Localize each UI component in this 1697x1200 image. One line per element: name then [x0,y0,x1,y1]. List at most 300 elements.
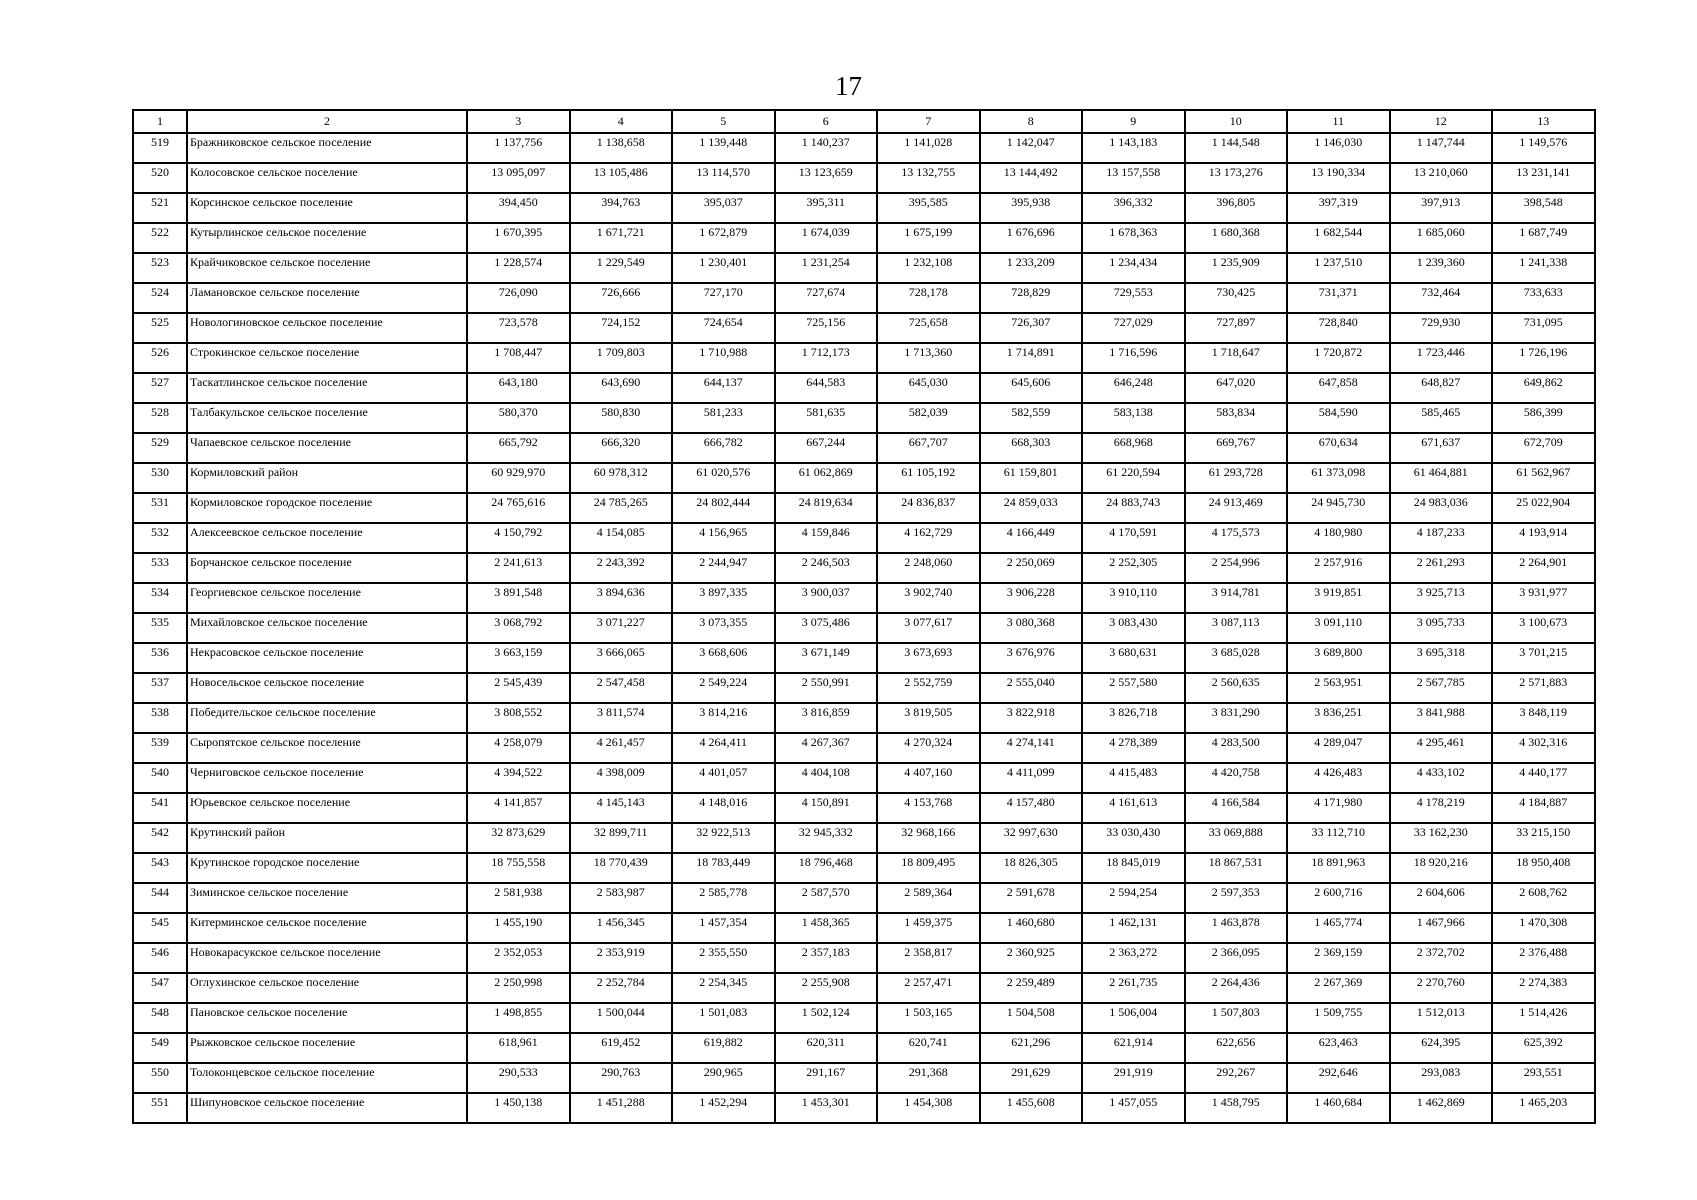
value-cell: 2 587,570 [775,883,878,913]
settlement-name-cell: Колосовское сельское поселение [187,163,467,193]
value-cell: 667,707 [877,433,980,463]
value-cell: 33 030,430 [1082,823,1185,853]
settlement-name-cell: Пановское сельское поселение [187,1003,467,1033]
value-cell: 644,137 [672,373,775,403]
value-cell: 2 259,489 [980,973,1083,1003]
row-number-cell: 545 [133,913,187,943]
value-cell: 2 252,784 [570,973,673,1003]
value-cell: 1 459,375 [877,913,980,943]
column-header: 6 [775,110,878,133]
table-row [133,283,1595,313]
value-cell: 670,634 [1287,433,1390,463]
value-cell: 4 407,160 [877,763,980,793]
value-cell: 1 723,446 [1390,343,1493,373]
value-cell: 13 144,492 [980,163,1083,193]
value-cell: 2 600,716 [1287,883,1390,913]
column-header: 9 [1082,110,1185,133]
value-cell: 3 068,792 [467,613,570,643]
value-cell: 3 826,718 [1082,703,1185,733]
value-cell: 2 547,458 [570,673,673,703]
settlement-name-cell: Сыропятское сельское поселение [187,733,467,763]
value-cell: 2 250,998 [467,973,570,1003]
value-cell: 3 689,800 [1287,643,1390,673]
value-cell: 24 819,634 [775,493,878,523]
table-row [133,433,1595,463]
table-row [133,613,1595,643]
value-cell: 2 355,550 [672,943,775,973]
value-cell: 727,029 [1082,313,1185,343]
settlement-name-cell: Георгиевское сельское поселение [187,583,467,613]
value-cell: 1 458,795 [1185,1093,1288,1123]
table-row [133,373,1595,403]
value-cell: 1 726,196 [1492,343,1595,373]
value-cell: 1 241,338 [1492,253,1595,283]
value-cell: 33 162,230 [1390,823,1493,853]
value-cell: 18 783,449 [672,853,775,883]
value-cell: 32 968,166 [877,823,980,853]
value-cell: 665,792 [467,433,570,463]
value-cell: 1 720,872 [1287,343,1390,373]
table-row [133,313,1595,343]
value-cell: 1 234,434 [1082,253,1185,283]
table-row [133,403,1595,433]
table-row [133,793,1595,823]
value-cell: 2 270,760 [1390,973,1493,1003]
table-row [133,1093,1595,1123]
settlement-name-cell: Победительское сельское поселение [187,703,467,733]
value-cell: 18 891,963 [1287,853,1390,883]
settlement-name-cell: Новологиновское сельское поселение [187,313,467,343]
value-cell: 4 156,965 [672,523,775,553]
value-cell: 4 184,887 [1492,793,1595,823]
value-cell: 1 504,508 [980,1003,1083,1033]
column-header: 8 [980,110,1083,133]
value-cell: 1 233,209 [980,253,1083,283]
value-cell: 1 507,803 [1185,1003,1288,1033]
value-cell: 3 906,228 [980,583,1083,613]
value-cell: 4 180,980 [1287,523,1390,553]
value-cell: 4 270,324 [877,733,980,763]
data-table [132,109,1596,1124]
value-cell: 2 250,069 [980,553,1083,583]
value-cell: 1 455,190 [467,913,570,943]
row-number-cell: 526 [133,343,187,373]
value-cell: 18 809,495 [877,853,980,883]
value-cell: 61 020,576 [672,463,775,493]
table-row [133,943,1595,973]
value-cell: 2 366,095 [1185,943,1288,973]
value-cell: 396,805 [1185,193,1288,223]
value-cell: 3 087,113 [1185,613,1288,643]
table-row [133,643,1595,673]
row-number-cell: 519 [133,133,187,163]
value-cell: 622,656 [1185,1033,1288,1063]
value-cell: 61 220,594 [1082,463,1185,493]
row-number-cell: 549 [133,1033,187,1063]
table-row [133,703,1595,733]
table-body [133,133,1595,1123]
value-cell: 1 454,308 [877,1093,980,1123]
row-number-cell: 520 [133,163,187,193]
value-cell: 1 500,044 [570,1003,673,1033]
value-cell: 4 295,461 [1390,733,1493,763]
value-cell: 13 157,558 [1082,163,1185,193]
value-cell: 13 210,060 [1390,163,1493,193]
row-number-cell: 523 [133,253,187,283]
value-cell: 4 166,584 [1185,793,1288,823]
value-cell: 726,090 [467,283,570,313]
settlement-name-cell: Рыжковское сельское поселение [187,1033,467,1063]
value-cell: 581,635 [775,403,878,433]
value-cell: 13 123,659 [775,163,878,193]
value-cell: 1 678,363 [1082,223,1185,253]
value-cell: 1 465,203 [1492,1093,1595,1123]
settlement-name-cell: Кутырлинское сельское поселение [187,223,467,253]
value-cell: 2 597,353 [1185,883,1288,913]
value-cell: 623,463 [1287,1033,1390,1063]
row-number-cell: 533 [133,553,187,583]
value-cell: 3 080,368 [980,613,1083,643]
value-cell: 1 457,055 [1082,1093,1185,1123]
value-cell: 2 567,785 [1390,673,1493,703]
value-cell: 290,763 [570,1063,673,1093]
value-cell: 394,763 [570,193,673,223]
value-cell: 730,425 [1185,283,1288,313]
value-cell: 3 816,859 [775,703,878,733]
value-cell: 725,658 [877,313,980,343]
row-number-cell: 550 [133,1063,187,1093]
value-cell: 18 920,216 [1390,853,1493,883]
value-cell: 2 557,580 [1082,673,1185,703]
row-number-cell: 531 [133,493,187,523]
value-cell: 60 978,312 [570,463,673,493]
value-cell: 3 910,110 [1082,583,1185,613]
settlement-name-cell: Новокарасукское сельское поселение [187,943,467,973]
value-cell: 2 264,901 [1492,553,1595,583]
value-cell: 726,666 [570,283,673,313]
value-cell: 290,965 [672,1063,775,1093]
value-cell: 32 997,630 [980,823,1083,853]
value-cell: 4 178,219 [1390,793,1493,823]
table-row [133,673,1595,703]
value-cell: 3 671,149 [775,643,878,673]
value-cell: 33 215,150 [1492,823,1595,853]
value-cell: 4 415,483 [1082,763,1185,793]
value-cell: 1 713,360 [877,343,980,373]
settlement-name-cell: Корсинское сельское поселение [187,193,467,223]
value-cell: 395,311 [775,193,878,223]
value-cell: 3 811,574 [570,703,673,733]
value-cell: 18 755,558 [467,853,570,883]
value-cell: 395,037 [672,193,775,223]
value-cell: 667,244 [775,433,878,463]
value-cell: 1 460,680 [980,913,1083,943]
settlement-name-cell: Крутинский район [187,823,467,853]
value-cell: 1 147,744 [1390,133,1493,163]
value-cell: 4 193,914 [1492,523,1595,553]
table-row [133,1033,1595,1063]
value-cell: 1 143,183 [1082,133,1185,163]
value-cell: 583,138 [1082,403,1185,433]
value-cell: 2 254,996 [1185,553,1288,583]
value-cell: 4 283,500 [1185,733,1288,763]
value-cell: 3 819,505 [877,703,980,733]
value-cell: 4 264,411 [672,733,775,763]
settlement-name-cell: Черниговское сельское поселение [187,763,467,793]
value-cell: 2 244,947 [672,553,775,583]
value-cell: 2 241,613 [467,553,570,583]
table-row [133,973,1595,1003]
value-cell: 4 157,480 [980,793,1083,823]
row-number-cell: 547 [133,973,187,1003]
value-cell: 580,370 [467,403,570,433]
row-number-cell: 538 [133,703,187,733]
value-cell: 647,020 [1185,373,1288,403]
value-cell: 13 105,486 [570,163,673,193]
value-cell: 646,248 [1082,373,1185,403]
value-cell: 3 914,781 [1185,583,1288,613]
value-cell: 2 604,606 [1390,883,1493,913]
column-header: 7 [877,110,980,133]
value-cell: 2 257,471 [877,973,980,1003]
value-cell: 1 671,721 [570,223,673,253]
value-cell: 61 562,967 [1492,463,1595,493]
value-cell: 3 073,355 [672,613,775,643]
value-cell: 728,840 [1287,313,1390,343]
value-cell: 729,553 [1082,283,1185,313]
row-number-cell: 536 [133,643,187,673]
value-cell: 621,296 [980,1033,1083,1063]
row-number-cell: 521 [133,193,187,223]
value-cell: 3 831,290 [1185,703,1288,733]
value-cell: 1 712,173 [775,343,878,373]
value-cell: 1 676,696 [980,223,1083,253]
value-cell: 1 140,237 [775,133,878,163]
value-cell: 1 675,199 [877,223,980,253]
value-cell: 1 144,548 [1185,133,1288,163]
table-row [133,253,1595,283]
value-cell: 292,267 [1185,1063,1288,1093]
value-cell: 13 132,755 [877,163,980,193]
table-row [133,163,1595,193]
value-cell: 666,320 [570,433,673,463]
settlement-name-cell: Шипуновское сельское поселение [187,1093,467,1123]
value-cell: 1 139,448 [672,133,775,163]
value-cell: 726,307 [980,313,1083,343]
value-cell: 1 457,354 [672,913,775,943]
row-number-cell: 540 [133,763,187,793]
row-number-cell: 528 [133,403,187,433]
value-cell: 1 237,510 [1287,253,1390,283]
value-cell: 60 929,970 [467,463,570,493]
column-header: 3 [467,110,570,133]
value-cell: 3 071,227 [570,613,673,643]
value-cell: 1 142,047 [980,133,1083,163]
column-header: 12 [1390,110,1493,133]
table-row [133,853,1595,883]
value-cell: 581,233 [672,403,775,433]
value-cell: 24 836,837 [877,493,980,523]
value-cell: 395,585 [877,193,980,223]
value-cell: 4 440,177 [1492,763,1595,793]
value-cell: 4 161,613 [1082,793,1185,823]
value-cell: 4 141,857 [467,793,570,823]
row-number-cell: 522 [133,223,187,253]
value-cell: 644,583 [775,373,878,403]
value-cell: 1 138,658 [570,133,673,163]
value-cell: 729,930 [1390,313,1493,343]
value-cell: 24 983,036 [1390,493,1493,523]
settlement-name-cell: Крайчиковское сельское поселение [187,253,467,283]
settlement-name-cell: Ламановское сельское поселение [187,283,467,313]
value-cell: 4 154,085 [570,523,673,553]
value-cell: 731,095 [1492,313,1595,343]
settlement-name-cell: Талбакульское сельское поселение [187,403,467,433]
value-cell: 4 426,483 [1287,763,1390,793]
value-cell: 13 114,570 [672,163,775,193]
value-cell: 61 293,728 [1185,463,1288,493]
value-cell: 1 231,254 [775,253,878,283]
value-cell: 3 685,028 [1185,643,1288,673]
value-cell: 61 464,881 [1390,463,1493,493]
value-cell: 3 676,976 [980,643,1083,673]
value-cell: 668,303 [980,433,1083,463]
value-cell: 18 826,305 [980,853,1083,883]
value-cell: 620,741 [877,1033,980,1063]
value-cell: 61 062,869 [775,463,878,493]
settlement-name-cell: Зиминское сельское поселение [187,883,467,913]
value-cell: 2 563,951 [1287,673,1390,703]
value-cell: 3 100,673 [1492,613,1595,643]
column-header: 11 [1287,110,1390,133]
value-cell: 1 458,365 [775,913,878,943]
value-cell: 1 230,401 [672,253,775,283]
value-cell: 290,533 [467,1063,570,1093]
value-cell: 4 258,079 [467,733,570,763]
value-cell: 3 822,918 [980,703,1083,733]
value-cell: 1 141,028 [877,133,980,163]
settlement-name-cell: Чапаевское сельское поселение [187,433,467,463]
value-cell: 3 894,636 [570,583,673,613]
value-cell: 1 239,360 [1390,253,1493,283]
value-cell: 18 867,531 [1185,853,1288,883]
value-cell: 4 162,729 [877,523,980,553]
value-cell: 583,834 [1185,403,1288,433]
value-cell: 18 796,468 [775,853,878,883]
value-cell: 618,961 [467,1033,570,1063]
row-number-cell: 524 [133,283,187,313]
value-cell: 3 841,988 [1390,703,1493,733]
value-cell: 24 945,730 [1287,493,1390,523]
value-cell: 2 363,272 [1082,943,1185,973]
value-cell: 4 170,591 [1082,523,1185,553]
value-cell: 727,170 [672,283,775,313]
value-cell: 619,882 [672,1033,775,1063]
table-row [133,343,1595,373]
settlement-name-cell: Алексеевское сельское поселение [187,523,467,553]
value-cell: 733,633 [1492,283,1595,313]
value-cell: 2 252,305 [1082,553,1185,583]
value-cell: 1 451,288 [570,1093,673,1123]
value-cell: 2 261,293 [1390,553,1493,583]
table-row [133,223,1595,253]
value-cell: 649,862 [1492,373,1595,403]
table-row [133,493,1595,523]
value-cell: 18 950,408 [1492,853,1595,883]
value-cell: 2 353,919 [570,943,673,973]
value-cell: 3 808,552 [467,703,570,733]
value-cell: 2 583,987 [570,883,673,913]
value-cell: 1 232,108 [877,253,980,283]
value-cell: 728,178 [877,283,980,313]
settlement-name-cell: Толоконцевское сельское поселение [187,1063,467,1093]
value-cell: 671,637 [1390,433,1493,463]
settlement-name-cell: Некрасовское сельское поселение [187,643,467,673]
value-cell: 2 352,053 [467,943,570,973]
table-row [133,133,1595,163]
value-cell: 2 594,254 [1082,883,1185,913]
table-row [133,583,1595,613]
value-cell: 24 785,265 [570,493,673,523]
value-cell: 25 022,904 [1492,493,1595,523]
value-cell: 1 460,684 [1287,1093,1390,1123]
value-cell: 2 589,364 [877,883,980,913]
value-cell: 4 401,057 [672,763,775,793]
column-header: 1 [133,110,187,133]
value-cell: 727,674 [775,283,878,313]
settlement-name-cell: Юрьевское сельское поселение [187,793,467,823]
value-cell: 24 765,616 [467,493,570,523]
settlement-name-cell: Кормиловское городское поселение [187,493,467,523]
value-cell: 32 922,513 [672,823,775,853]
value-cell: 395,938 [980,193,1083,223]
value-cell: 1 685,060 [1390,223,1493,253]
value-cell: 727,897 [1185,313,1288,343]
value-cell: 61 373,098 [1287,463,1390,493]
table-row [133,1063,1595,1093]
settlement-name-cell: Новосельское сельское поселение [187,673,467,703]
value-cell: 2 545,439 [467,673,570,703]
value-cell: 2 255,908 [775,973,878,1003]
table-row [133,763,1595,793]
value-cell: 1 502,124 [775,1003,878,1033]
value-cell: 4 145,143 [570,793,673,823]
table-row [133,1003,1595,1033]
value-cell: 1 465,774 [1287,913,1390,943]
value-cell: 4 433,102 [1390,763,1493,793]
value-cell: 4 150,792 [467,523,570,553]
value-cell: 291,368 [877,1063,980,1093]
value-cell: 4 148,016 [672,793,775,823]
value-cell: 4 171,980 [1287,793,1390,823]
column-header: 10 [1185,110,1288,133]
value-cell: 2 581,938 [467,883,570,913]
value-cell: 1 512,013 [1390,1003,1493,1033]
value-cell: 4 302,316 [1492,733,1595,763]
value-cell: 2 549,224 [672,673,775,703]
row-number-cell: 530 [133,463,187,493]
value-cell: 4 261,457 [570,733,673,763]
value-cell: 1 456,345 [570,913,673,943]
value-cell: 1 514,426 [1492,1003,1595,1033]
value-cell: 2 357,183 [775,943,878,973]
value-cell: 1 682,544 [1287,223,1390,253]
value-cell: 1 670,395 [467,223,570,253]
value-cell: 1 498,855 [467,1003,570,1033]
table-row [133,913,1595,943]
table-row [133,463,1595,493]
value-cell: 4 394,522 [467,763,570,793]
